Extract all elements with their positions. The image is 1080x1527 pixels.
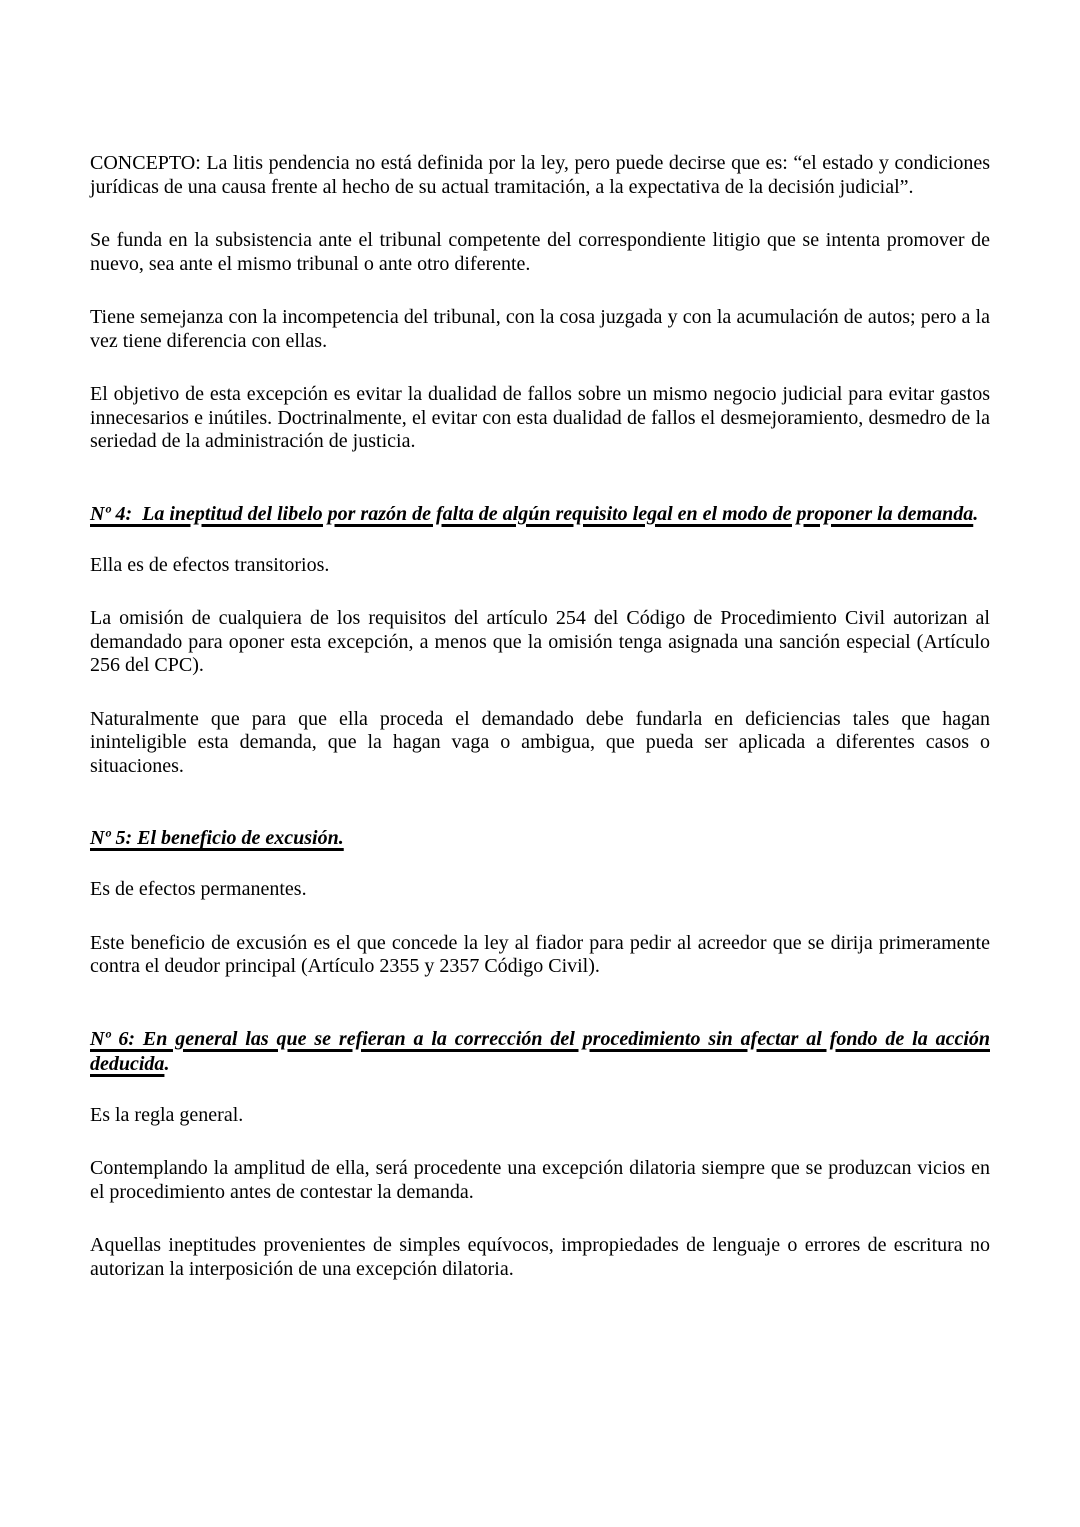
paragraph-regla-general: Es la regla general.: [90, 1103, 244, 1126]
section-heading-n4: [90, 502, 990, 527]
heading-n6-underlined-text: Nº 6: En general las que se refieran a la corrección del procedimiento sin afectar al fondo de la acción deducida: [90, 1027, 990, 1075]
paragraph-naturalmente: Naturalmente que para que ella proceda el demandado debe fundarla en deficiencias tales que hagan ininteligible esta demanda, que la hagan vaga o ambigua, que pueda ser aplicada a diferentes casos o situaciones.: [90, 707, 990, 777]
heading-n5-underlined-text: Nº 5: El beneficio de excusión.: [90, 827, 344, 849]
section-heading-n5: [90, 826, 990, 851]
paragraph-aquellas-ineptitudes: Aquellas ineptitudes provenientes de simples equívocos, impropiedades de lenguaje o errores de escritura no autorizan la interposición de una excepción dilatoria.: [90, 1234, 990, 1280]
section-heading-n6: [90, 1027, 990, 1077]
paragraph-efectos-transitorios: Ella es de efectos transitorios.: [90, 553, 330, 576]
paragraph-concepto: CONCEPTO: La litis pendencia no está definida por la ley, pero puede decirse que es: “el estado y condiciones jurídicas de una causa frente al hecho de su actual tramitación, a la expectativa de la decisión judicial”.: [90, 152, 990, 198]
paragraph-este-beneficio: Este beneficio de excusión es el que concede la ley al fiador para pedir al acreedor que se dirija primeramente contra el deudor principal (Artículo 2355 y 2357 Código Civil).: [90, 931, 990, 977]
paragraph-efectos-permanentes: Es de efectos permanentes.: [90, 878, 307, 900]
paragraph-la-omision: La omisión de cualquiera de los requisitos del artículo 254 del Código de Procedimiento Civil autorizan al demandado para oponer esta excepción, a menos que la omisión tenga asignada una sanción especial (Artículo 256 del CPC).: [90, 607, 990, 676]
paragraph-el-objetivo: El objetivo de esta excepción es evitar la dualidad de fallos sobre un mismo negocio judicial para evitar gastos innecesarios e inútiles. Doctrinalmente, el evitar con esta dualidad de fallos el desmejoramiento, desmedro de la seriedad de la administración de justicia.: [90, 383, 990, 452]
heading-n6-suffix: .: [164, 1052, 170, 1075]
paragraph-contemplando: Contemplando la amplitud de ella, será procedente una excepción dilatoria siempre que se produzcan vicios en el procedimiento antes de contestar la demanda.: [90, 1157, 990, 1203]
paragraph-tiene-semejanza: Tiene semejanza con la incompetencia del tribunal, con la cosa juzgada y con la acumulación de autos; pero a la vez tiene diferencia con ellas.: [90, 306, 990, 352]
heading-n4-underlined-text: Nº 4: La ineptitud del libelo por razón de falta de algún requisito legal en el modo de proponer la demanda: [90, 502, 974, 525]
paragraph-se-funda: Se funda en la subsistencia ante el tribunal competente del correspondiente litigio que se intenta promover de nuevo, sea ante el mismo tribunal o ante otro diferente.: [90, 229, 990, 275]
heading-n4-suffix: .: [973, 502, 979, 525]
